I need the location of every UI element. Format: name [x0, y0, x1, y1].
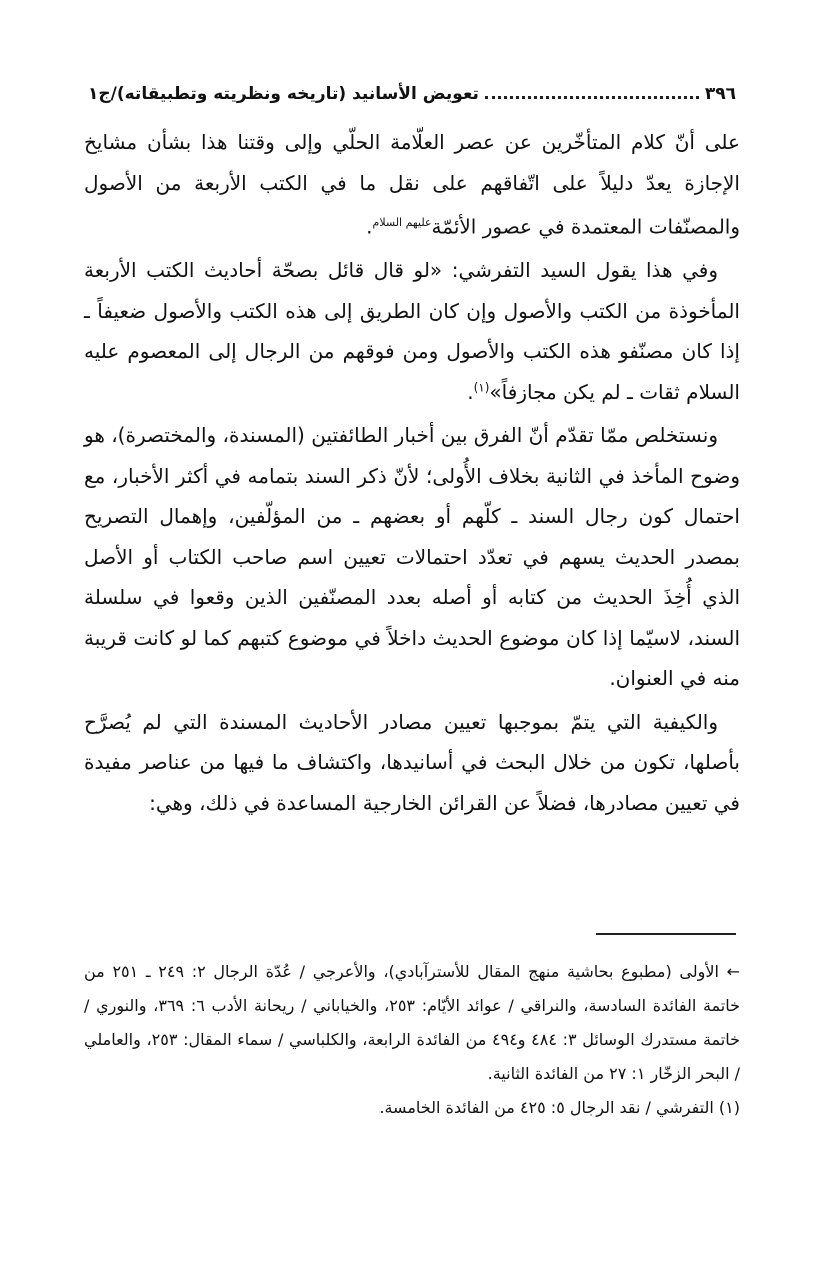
header-dot-leader — [485, 96, 699, 99]
paragraph-4-text: والكيفية التي يتمّ بموجبها تعيين مصادر الأحاديث المسندة التي لم يُصرَّح بأصلها، تكون من خلال البحث في أسانيدها، واكتشاف ما فيها من عناصر مفيدة في تعيين مصادرها، فضلاً عن القرائن الخارجية المساعدة في ذلك، وهي: — [84, 709, 740, 815]
paragraph-3 — [84, 415, 740, 699]
footnotes — [84, 955, 740, 1125]
footnote-reference: (١) — [473, 380, 490, 394]
footnote-separator — [596, 933, 736, 935]
running-header — [88, 80, 736, 108]
honorific-mark: عليهم السلام — [372, 216, 432, 229]
paragraph-4 — [84, 702, 740, 824]
paragraph-1: على أنّ كلام المتأخّرين عن عصر العلّامة الحلّي وإلى وقتنا هذا بشأن مشايخ الإجازة يعدّ دليلاً على اتّفاقهم على نقل ما في الكتب الأربعة من الأصول والمصنّفات المعتمدة في عصور الأئمّة$^{عليهم السلام}$. — [84, 130, 740, 239]
page-number: ٣٩٦ — [704, 84, 736, 104]
footnote-1: (١) التفرشي / نقد الرجال ٥: ٤٢٥ من الفائدة الخامسة. — [379, 1098, 740, 1117]
book-title: تعويض الأسانيد (تاريخه ونظريته وتطبيقاته)/ج١ — [88, 84, 479, 104]
paragraph-1-text: على أنّ كلام المتأخّرين عن عصر العلّامة الحلّي وإلى وقتنا هذا بشأن مشايخ الإجازة يعدّ دليلاً على اتّفاقهم على نقل ما في الكتب الأربعة من الأصول والمصنّفات المعتمدة في عصور الأئمّة — [84, 130, 740, 239]
paragraph-2-text: وفي هذا يقول السيد التفرشي: «لو قال قائل بصحّة أحاديث الكتب الأربعة المأخوذة من الكتب والأصول وإن كان الطريق إلى هذه الكتب والأصول ضعيفاً ـ إذا كان مصنّفو هذه الكتب والأصول ومن فوقهم من الرجال إلى المعصوم عليه السلام ثقات ـ لم يكن مجازفاً» — [84, 258, 740, 404]
paragraph-3-text: ونستخلص ممّا تقدّم أنّ الفرق بين أخبار الطائفتين (المسندة، والمختصرة)، هو وضوح المأخذ في الثانية بخلاف الأُولى؛ لأنّ ذكر السند بتمامه في أكثر الأخبار، مع احتمال كون رجال السند ـ كلّهم أو بعضهم ـ من المؤلّفين، وإهمال التصريح بمصدر الحديث يسهم في تعدّد احتمالات تعيين اسم صاحب الكتاب أو الأصل الذي أُخِذَ الحديث من كتابه أو أصله بعدد المصنّفين الذين وقعوا في سلسلة السند، لاسيّما إذا كان موضوع الحديث داخلاً في موضوع كتبهم كما لو كانت قريبة منه في العنوان. — [83, 423, 740, 691]
paragraph-2: وفي هذا يقول السيد التفرشي: «لو قال قائل بصحّة أحاديث الكتب الأربعة المأخوذة من الكتب والأصول وإن كان الطريق إلى هذه الكتب والأصول ضعيفاً ـ إذا كان مصنّفو هذه الكتب والأصول ومن فوقهم من الرجال إلى المعصوم عليه السلام ثقات ـ لم يكن مجازفاً»$^{(١)}$. — [84, 258, 740, 404]
main-text — [84, 122, 740, 826]
footnote-continued: ← الأولى (مطبوع بحاشية منهج المقال للأسترآبادي)، والأعرجي / عُدّة الرجال ٢: ٢٤٩ ـ ٢٥١ من خاتمة الفائدة السادسة، والنراقي / عوائد الأيّام: ٢٥٣، والخياباني / ريحانة الأدب ٦: ٣٦٩، والنوري / خاتمة مستدرك الوسائل ٣: ٤٨٤ و٤٩٤ من الفائدة الرابعة، والكلباسي / سماء المقال: ٢٥٣، والعاملي / البحر الزخّار ١: ٢٧ من الفائدة الثانية. — [84, 962, 741, 1083]
